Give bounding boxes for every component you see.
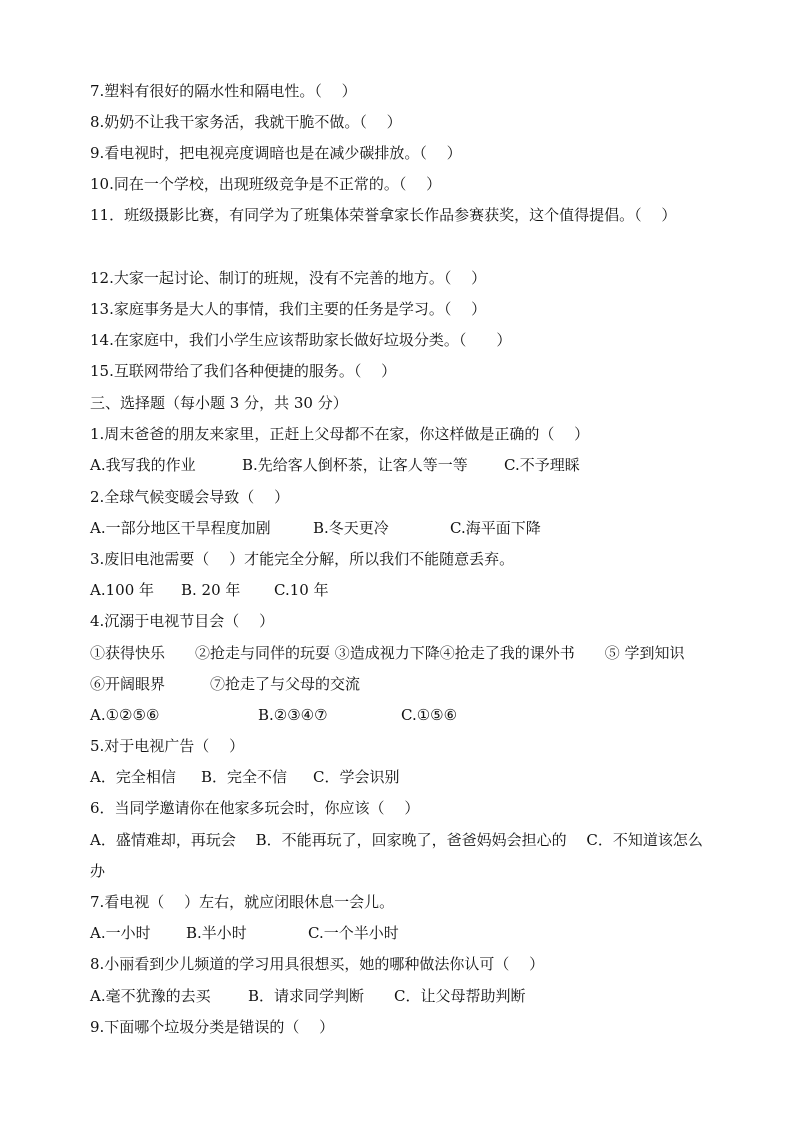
option-b: B.②③④⑦: [258, 706, 328, 724]
question-7-options: [90, 923, 710, 943]
judge-item-12: 12.大家一起讨论、制订的班规，没有不完善的地方。（ ）: [90, 269, 487, 287]
option-c: C．学会识别: [313, 768, 400, 786]
option-c: C.一个半小时: [308, 924, 399, 942]
judge-item-15: 15.互联网带给了我们各种便捷的服务。（ ）: [90, 362, 397, 380]
question-5-options: [90, 767, 710, 787]
option-a: A.我写我的作业: [90, 456, 196, 474]
judge-item-13: 13.家庭事务是大人的事情，我们主要的任务是学习。（ ）: [90, 300, 487, 318]
judge-item-7: 7.塑料有很好的隔水性和隔电性。（ ）: [90, 82, 357, 100]
judge-item-10: 10.同在一个学校，出现班级竞争是不正常的。（ ）: [90, 175, 442, 193]
question-7: 7.看电视（ ）左右，就应闭眼休息一会儿。: [90, 893, 395, 911]
option-b: B.先给客人倒杯茶，让客人等一等: [242, 456, 468, 474]
question-3: 3.废旧电池需要（ ）才能完全分解，所以我们不能随意丢弃。: [90, 550, 515, 568]
option-b: B. 20 年: [181, 581, 241, 599]
judge-item-8: 8.奶奶不让我干家务活，我就干脆不做。（ ）: [90, 113, 402, 131]
option-a: A.一小时: [90, 924, 151, 942]
question-5: 5.对于电视广告（ ）: [90, 737, 245, 755]
question-4-statements: ①获得快乐 ②抢走与同伴的玩耍 ③造成视力下降④抢走了我的课外书 ⑤ 学到知识 ⑥开阔眼界 ⑦抢走了与父母的交流: [90, 644, 700, 693]
question-4-options: [90, 705, 710, 725]
option-c: C.①⑤⑥: [401, 706, 458, 724]
option-b: B．请求同学判断: [248, 987, 365, 1005]
question-8: 8.小丽看到少儿频道的学习用具很想买，她的哪种做法你认可（ ）: [90, 955, 545, 973]
option-c: C.不予理睬: [504, 456, 580, 474]
question-8-options: [90, 986, 710, 1006]
judge-item-14: 14.在家庭中，我们小学生应该帮助家长做好垃圾分类。（ ）: [90, 331, 512, 349]
question-4: 4.沉溺于电视节目会（ ）: [90, 612, 275, 630]
option-a: A.一部分地区干旱程度加剧: [90, 519, 271, 537]
option-a: A.毫不犹豫的去买: [90, 987, 211, 1005]
option-b: B．完全不信: [201, 768, 288, 786]
section-title: 三、选择题（每小题 3 分，共 30 分）: [90, 394, 348, 412]
question-1: 1.周末爸爸的朋友来家里，正赶上父母都不在家，你这样做是正确的（ ）: [90, 425, 590, 443]
question-9: 9.下面哪个垃圾分类是错误的（ ）: [90, 1018, 335, 1036]
judge-item-9: 9.看电视时，把电视亮度调暗也是在减少碳排放。（ ）: [90, 144, 462, 162]
option-c: C．让父母帮助判断: [394, 987, 526, 1005]
option-c: C.海平面下降: [450, 519, 541, 537]
question-2: 2.全球气候变暖会导致（ ）: [90, 488, 290, 506]
option-a: A．完全相信: [90, 768, 176, 786]
option-a: A.100 年: [90, 581, 154, 599]
option-a: A.①②⑤⑥: [90, 706, 160, 724]
judge-item-11: 11．班级摄影比赛，有同学为了班集体荣誉拿家长作品参赛获奖，这个值得提倡。（ ）: [90, 206, 677, 224]
question-2-options: [90, 518, 710, 538]
option-b: B.冬天更冷: [313, 519, 389, 537]
question-6-options: A．盛情难却，再玩会 B．不能再玩了，回家晚了，爸爸妈妈会担心的 C．不知道该怎么办: [90, 831, 703, 880]
question-6: 6．当同学邀请你在他家多玩会时，你应该（ ）: [90, 799, 420, 817]
question-3-options: [90, 580, 710, 600]
option-c: C.10 年: [274, 581, 329, 599]
question-1-options: [90, 455, 710, 475]
option-b: B.半小时: [186, 924, 247, 942]
